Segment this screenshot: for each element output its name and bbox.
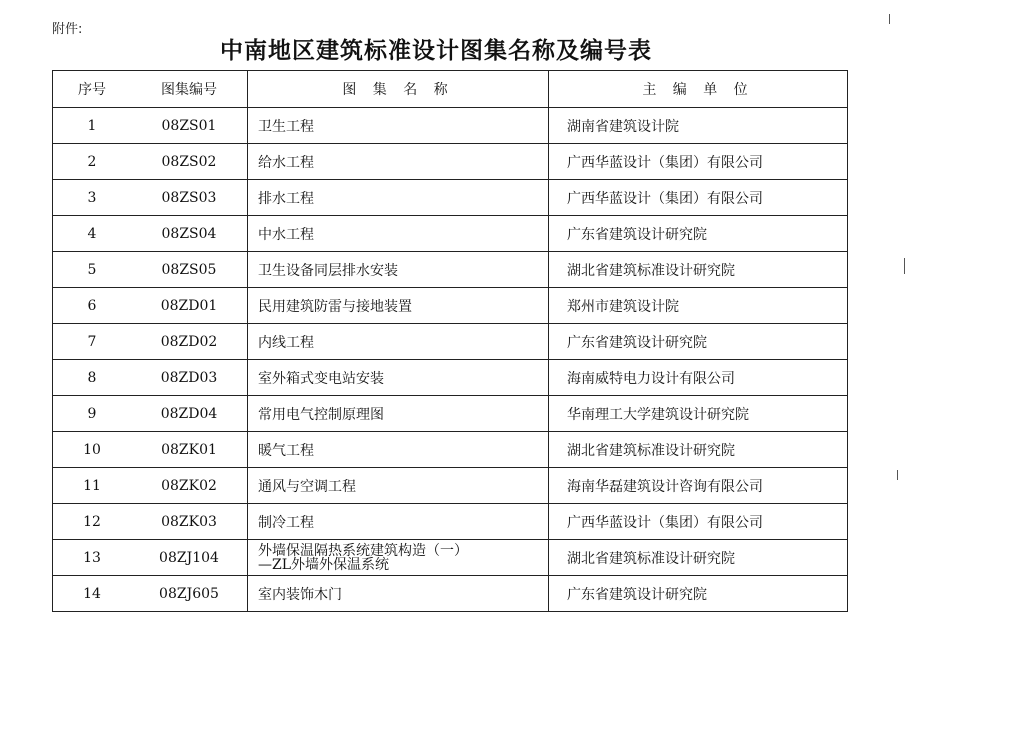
column-header-code: 图集编号 [131,71,248,108]
cell-org: 海南华磊建筑设计咨询有限公司 [549,468,848,504]
cell-code: 08ZK02 [131,468,248,504]
cell-name: 民用建筑防雷与接地装置 [248,288,549,324]
cell-name: 通风与空调工程 [248,468,549,504]
cell-seq: 13 [53,540,132,576]
cell-seq: 5 [53,252,132,288]
cell-org: 海南威特电力设计有限公司 [549,360,848,396]
table-row [53,288,848,324]
cell-seq: 1 [53,108,132,144]
cell-name: 给水工程 [248,144,549,180]
catalog-table [52,70,848,612]
cell-org: 湖北省建筑标准设计研究院 [549,540,848,576]
attachment-label: 附件: [52,22,83,37]
cell-name-line-2: —ZL外墙外保温系统 [258,556,390,573]
cell-code: 08ZS05 [131,252,248,288]
cell-seq: 2 [53,144,132,180]
cell-seq: 7 [53,324,132,360]
cell-name: 内线工程 [248,324,549,360]
table-row [53,144,848,180]
cell-org: 广西华蓝设计（集团）有限公司 [549,144,848,180]
cell-org: 广东省建筑设计研究院 [549,576,848,612]
scan-edge-mark [889,14,890,24]
cell-org: 郑州市建筑设计院 [549,288,848,324]
scan-edge-mark [897,470,898,480]
table-row [53,108,848,144]
cell-name: 中水工程 [248,216,549,252]
cell-code: 08ZD02 [131,324,248,360]
cell-org: 湖南省建筑设计院 [549,108,848,144]
table-row [53,216,848,252]
scan-edge-mark [904,258,905,274]
cell-code: 08ZD03 [131,360,248,396]
table-row [53,576,848,612]
cell-seq: 8 [53,360,132,396]
table-row [53,504,848,540]
cell-name: 室内装饰木门 [248,576,549,612]
table-row [53,252,848,288]
cell-code: 08ZJ104 [131,540,248,576]
cell-name-line-1: 外墙保温隔热系统建筑构造（一） [258,542,468,559]
cell-seq: 6 [53,288,132,324]
cell-seq: 9 [53,396,132,432]
cell-code: 08ZS01 [131,108,248,144]
cell-org: 广西华蓝设计（集团）有限公司 [549,504,848,540]
cell-seq: 12 [53,504,132,540]
table-row [53,432,848,468]
cell-code: 08ZJ605 [131,576,248,612]
cell-seq: 10 [53,432,132,468]
table-row [53,324,848,360]
cell-code: 08ZD04 [131,396,248,432]
cell-name: 卫生设备同层排水安装 [248,252,549,288]
catalog-table-container [52,70,848,612]
column-header-org: 主 编 单 位 [549,71,848,108]
column-header-seq: 序号 [53,71,132,108]
header-row [53,71,848,108]
table-row [53,468,848,504]
table-body [53,108,848,612]
cell-seq: 3 [53,180,132,216]
cell-name: 卫生工程 [248,108,549,144]
cell-name: 排水工程 [248,180,549,216]
cell-name: 制冷工程 [248,504,549,540]
cell-org: 广东省建筑设计研究院 [549,324,848,360]
cell-seq: 4 [53,216,132,252]
cell-code: 08ZD01 [131,288,248,324]
table-row [53,396,848,432]
cell-seq: 14 [53,576,132,612]
cell-org: 湖北省建筑标准设计研究院 [549,432,848,468]
table-row [53,540,848,576]
cell-seq: 11 [53,468,132,504]
cell-org: 广西华蓝设计（集团）有限公司 [549,180,848,216]
cell-name: 室外箱式变电站安装 [248,360,549,396]
cell-code: 08ZK01 [131,432,248,468]
cell-code: 08ZS04 [131,216,248,252]
cell-name: 常用电气控制原理图 [248,396,549,432]
cell-org: 湖北省建筑标准设计研究院 [549,252,848,288]
cell-org: 华南理工大学建筑设计研究院 [549,396,848,432]
column-header-name: 图 集 名 称 [248,71,549,108]
table-row [53,360,848,396]
cell-code: 08ZS02 [131,144,248,180]
cell-name: 暖气工程 [248,432,549,468]
cell-org: 广东省建筑设计研究院 [549,216,848,252]
table-header [53,71,848,108]
page-title: 中南地区建筑标准设计图集名称及编号表 [220,38,652,64]
cell-code: 08ZS03 [131,180,248,216]
table-row [53,180,848,216]
cell-code: 08ZK03 [131,504,248,540]
cell-name [248,540,549,576]
